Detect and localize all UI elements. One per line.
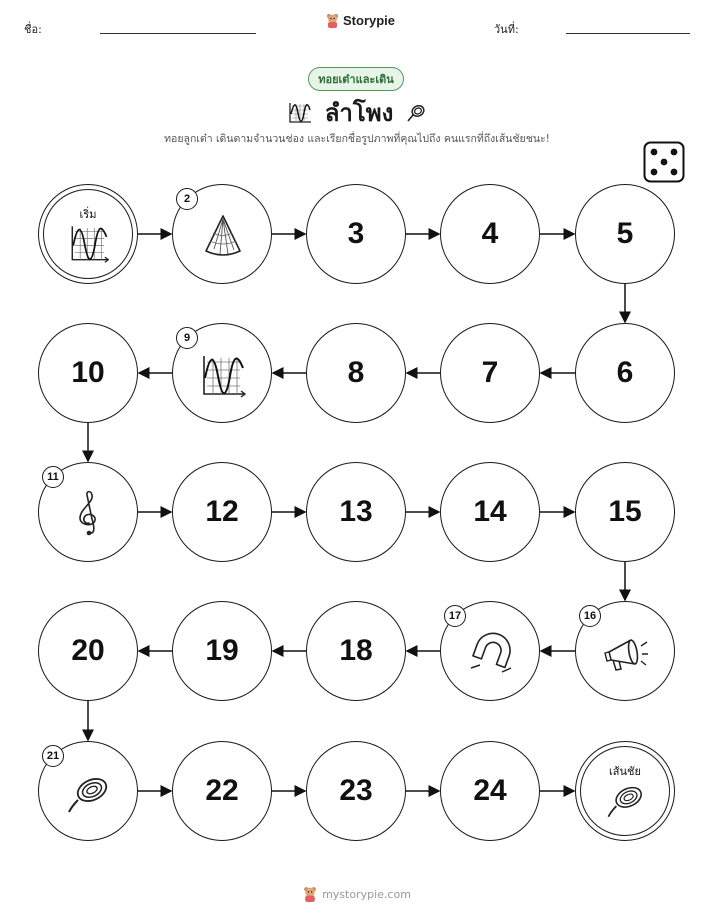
board-space-11 xyxy=(38,462,138,562)
treble-clef-icon xyxy=(64,489,114,539)
board-space-9 xyxy=(172,323,272,423)
instructions: ทอยลูกเต๋า เดินตามจำนวนช่อง และเรียกชื่อรูปภาพที่คุณไปถึง คนแรกที่ถึงเส้นชัยชนะ! xyxy=(164,133,550,145)
space-number: 8 xyxy=(347,356,365,389)
space-number-badge: 11 xyxy=(42,466,64,488)
board-space-14 xyxy=(440,462,540,562)
space-number: 19 xyxy=(205,634,239,667)
board-space-23 xyxy=(306,741,406,841)
space-number-badge: 21 xyxy=(42,745,64,767)
space-number: 23 xyxy=(339,774,373,807)
wave-graph-icon xyxy=(198,350,248,400)
name-label: ชื่อ: xyxy=(24,23,42,36)
space-number: 18 xyxy=(339,634,373,667)
space-number: 22 xyxy=(205,774,239,807)
space-number: 15 xyxy=(608,495,642,528)
board-space-20 xyxy=(38,601,138,701)
board-space-5 xyxy=(575,184,675,284)
board-space-19 xyxy=(172,601,272,701)
space-number: 4 xyxy=(481,217,499,250)
board-space-4 xyxy=(440,184,540,284)
board-space-17 xyxy=(440,601,540,701)
footer-site[interactable]: mystorypie.com xyxy=(322,887,411,901)
space-number-badge: 17 xyxy=(444,605,466,627)
board-space-21 xyxy=(38,741,138,841)
start-label: เริ่ม xyxy=(79,208,97,221)
space-number-badge: 16 xyxy=(579,605,601,627)
space-number-badge: 2 xyxy=(176,188,198,210)
space-number: 20 xyxy=(71,634,105,667)
finish-space xyxy=(575,741,675,841)
page-title: ลำโพง xyxy=(324,99,394,127)
space-number: 14 xyxy=(473,495,507,528)
date-label: วันที่: xyxy=(494,23,519,36)
space-number: 24 xyxy=(473,774,507,807)
board-space-8 xyxy=(306,323,406,423)
finish-label: เส้นชัย xyxy=(609,765,641,778)
board-space-7 xyxy=(440,323,540,423)
board-space-24 xyxy=(440,741,540,841)
board-space-13 xyxy=(306,462,406,562)
space-number: 3 xyxy=(347,217,365,250)
board-space-6 xyxy=(575,323,675,423)
space-number: 6 xyxy=(616,356,634,389)
game-type-badge: ทอยเต๋าและเดิน xyxy=(308,67,404,91)
footer xyxy=(0,886,714,902)
board-space-15 xyxy=(575,462,675,562)
brand-name: Storypie xyxy=(343,13,396,28)
board-space-3 xyxy=(306,184,406,284)
board-space-12 xyxy=(172,462,272,562)
coil-icon xyxy=(64,768,114,818)
board-space-16 xyxy=(575,601,675,701)
megaphone-icon xyxy=(601,628,651,678)
space-number-badge: 9 xyxy=(176,327,198,349)
board-space-18 xyxy=(306,601,406,701)
space-number: 10 xyxy=(71,356,105,389)
coil-icon xyxy=(604,778,648,822)
space-number: 5 xyxy=(616,217,634,250)
start-space xyxy=(38,184,138,284)
wave-graph-icon xyxy=(67,221,111,265)
space-number: 13 xyxy=(339,495,373,528)
board-space-22 xyxy=(172,741,272,841)
magnet-icon xyxy=(466,628,516,678)
board-space-2 xyxy=(172,184,272,284)
board-space-10 xyxy=(38,323,138,423)
space-number: 7 xyxy=(481,356,499,389)
cone-icon xyxy=(198,211,248,261)
space-number: 12 xyxy=(205,495,239,528)
bear-logo-icon xyxy=(303,886,317,902)
